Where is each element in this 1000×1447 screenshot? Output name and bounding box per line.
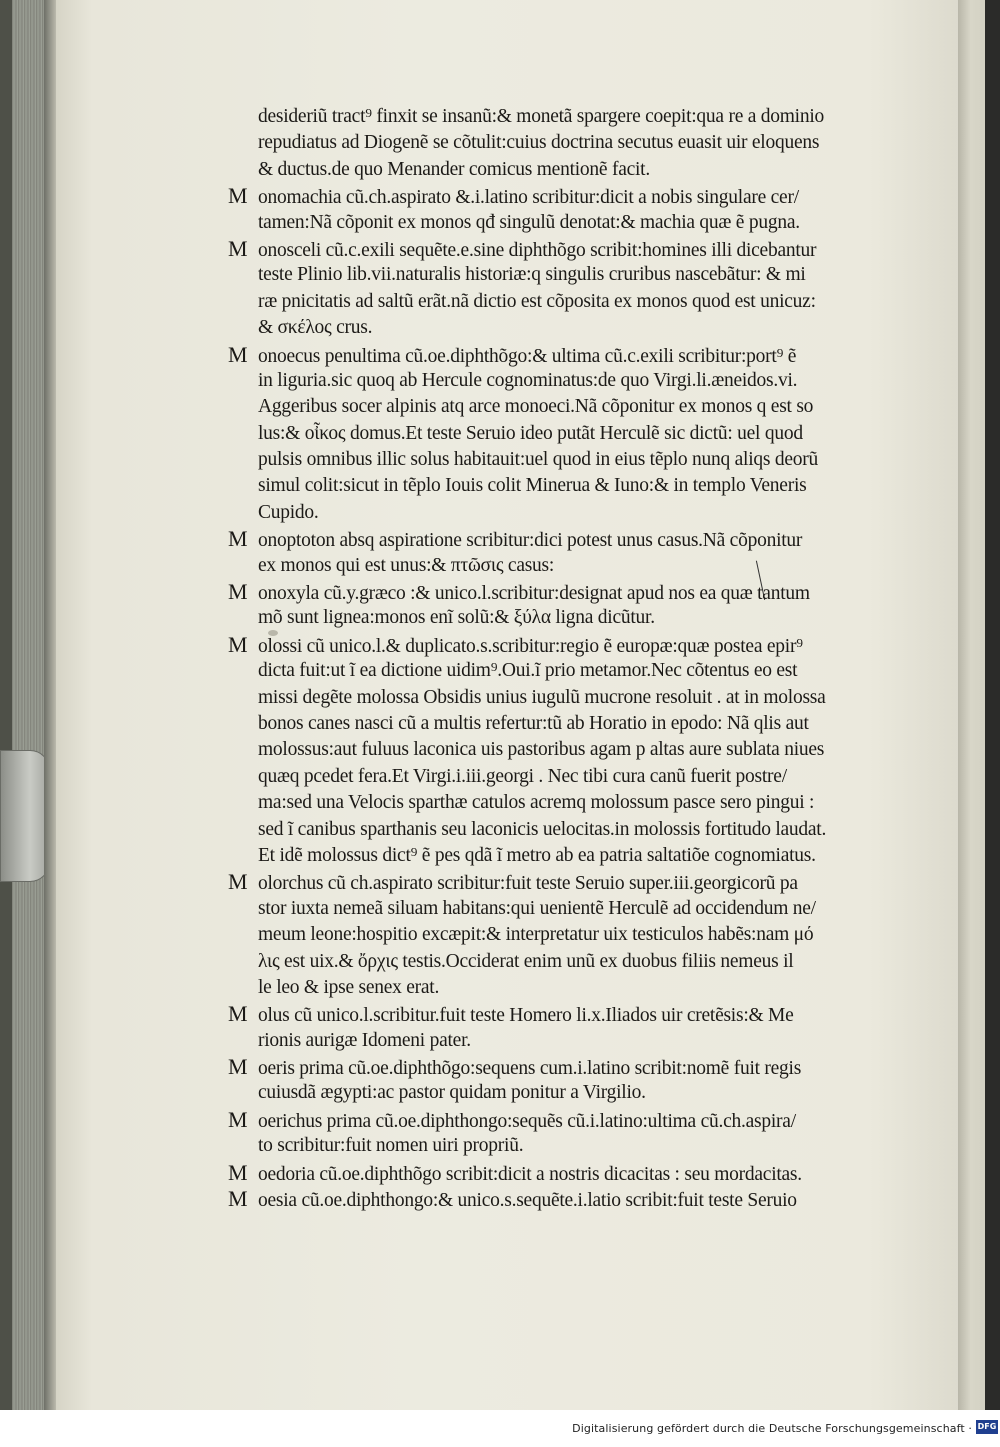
dfg-logo: DFG — [976, 1420, 998, 1434]
text-entry — [228, 1001, 928, 1054]
text-line: lus:& οἶκος domus.Et teste Seruio ideo putãt Herculẽ sic dictũ: uel quod — [258, 422, 803, 444]
line-text: olus cũ unico.l.scribitur.fuit teste Homero li.x.Iliados uir cretẽsis:& Me — [258, 1005, 794, 1027]
line-text: oerichus prima cũ.oe.diphthongo:sequẽs cũ.i.latino:ultima cũ.ch.aspira/ — [258, 1110, 796, 1132]
text-line: ræ pnicitatis ad saltũ erãt.nã dictio est cõposita ex monos quod est unicuz: — [258, 290, 816, 312]
text-line: Et idẽ molossus dict⁹ ẽ pes qdã ĩ metro ab ea patria saltatiõe cognomiatus. — [258, 844, 816, 866]
text-line: rionis aurigæ Idomeni pater. — [258, 1029, 471, 1051]
text-line — [228, 526, 928, 552]
text-line — [228, 1186, 928, 1212]
line-text: onoptoton absq aspiratione scribitur:dici potest unus casus.Nã cõponitur — [258, 530, 803, 552]
book-spine-shadow — [0, 0, 12, 1447]
entry-initial: M — [228, 869, 248, 895]
entry-initial: M — [228, 1159, 248, 1185]
line-text: onoecus penultima cũ.oe.diphthõgo:& ultima cũ.c.exili scribitur:port⁹ ẽ — [258, 345, 797, 367]
text-line: tamen:Nã cõponit ex monos qđ singulũ denotat:& machia quæ ẽ pugna. — [258, 211, 800, 233]
text-line — [228, 869, 928, 895]
entry-initial: M — [228, 235, 248, 261]
line-text: onomachia cũ.ch.aspirato &.i.latino scribitur:dicit a nobis singulare cer/ — [258, 187, 799, 209]
text-line: Cupido. — [258, 501, 319, 523]
entry-initial: M — [228, 1054, 248, 1080]
text-entry — [228, 579, 928, 632]
text-line: mõ sunt lignea:monos enĩ solũ:& ξύλα ligna dicũtur. — [258, 607, 655, 629]
right-shadow — [985, 0, 1000, 1410]
line-text: onosceli cũ.c.exili sequẽte.e.sine diphthõgo scribit:homines illi dicebantur — [258, 239, 817, 261]
line-text: oesia cũ.oe.diphthongo:& unico.s.sequẽte.i.latio scribit:fuit teste Seruio — [258, 1190, 797, 1212]
line-text: onoxyla cũ.y.græco :& unico.l.scribitur:designat apud nos ea quæ tantum — [258, 583, 810, 605]
text-line — [228, 1001, 928, 1027]
text-entry — [228, 236, 928, 342]
text-line: molossus:aut fuluus laconica uis pastoribus agam p altas aure sublata niues — [258, 739, 825, 761]
text-line — [228, 1160, 928, 1186]
text-entry — [228, 526, 928, 579]
text-line: sed ĩ canibus sparthanis seu laconicis uelocitas.in molossis fortitudo laudat. — [258, 818, 827, 840]
text-entry — [228, 1160, 928, 1186]
text-line: & σκέλος crus. — [258, 317, 373, 339]
text-entry — [228, 104, 928, 183]
text-line: missi degẽte molossa Obsidis unius iugulũ mucrone resoluit . at in molossa — [258, 686, 826, 708]
entry-initial: M — [228, 1106, 248, 1132]
text-line: simul colit:sicut in tẽplo Iouis colit Minerua & Iuno:& in templo Veneris — [258, 475, 807, 497]
entry-initial: M — [228, 526, 248, 552]
text-line: ma:sed una Velocis sparthæ catulos acremq molossum pasce sero pingui : — [258, 792, 815, 814]
text-entry — [228, 1186, 928, 1212]
text-entry — [228, 869, 928, 1001]
text-entry — [228, 342, 928, 527]
entry-initial: M — [228, 1186, 248, 1212]
document-text — [228, 104, 928, 1212]
text-line: meum leone:hospitio excæpit:& interpretatur uix testiculos habẽs:nam μό — [258, 924, 814, 946]
text-entry — [228, 1054, 928, 1107]
text-line: stor iuxta nemeã siluam habitans:qui uenientẽ Herculẽ ad occidendum ne/ — [258, 897, 816, 919]
text-line: cuiusdã ægypti:ac pastor quidam ponitur a Virgilio. — [258, 1082, 646, 1104]
text-line: le leo & ipse senex erat. — [258, 976, 440, 998]
entry-initial: M — [228, 631, 248, 657]
line-text: olorchus cũ ch.aspirato scribitur:fuit teste Seruio super.iii.georgicorũ pa — [258, 873, 798, 895]
text-line — [228, 1054, 928, 1080]
text-line — [228, 236, 928, 262]
text-line: ex monos qui est unus:& πτῶσις casus: — [258, 554, 555, 576]
text-line — [228, 1107, 928, 1133]
text-line: quæq pcedet fera.Et Virgi.i.iii.georgi . Nec tibi cura canũ fuerit postre/ — [258, 765, 787, 787]
text-line: teste Plinio lib.vii.naturalis historiæ:q singulis cruribus nascebãtur: & mi — [258, 264, 806, 286]
text-line: & ductus.de quo Menander comicus mentionẽ facit. — [258, 158, 650, 180]
page-clip — [0, 750, 50, 882]
text-line — [228, 183, 928, 209]
text-line: desideriũ tract⁹ finxit se insanũ:& monetã spargere coepit:qua re a dominio — [258, 106, 825, 127]
text-entry — [228, 632, 928, 870]
footer-credit: Digitalisierung gefördert durch die Deutsche Forschungsgemeinschaft · — [572, 1422, 972, 1435]
text-line: to scribitur:fuit nomen uiri propriũ. — [258, 1135, 524, 1157]
text-line: repudiatus ad Diogenẽ se cõtulit:cuius doctrina secutus euasit uir eloquens — [258, 132, 820, 154]
text-line — [228, 632, 928, 658]
text-line — [228, 579, 928, 605]
entry-initial: M — [228, 341, 248, 367]
entry-initial: M — [228, 579, 248, 605]
entry-initial: M — [228, 1001, 248, 1027]
text-line: bonos canes nasci cũ a multis refertur:tũ ab Horatio in epodo: Nã qlis aut — [258, 712, 809, 734]
text-line: in liguria.sic quoq ab Hercule cognominatus:de quo Virgi.li.æneidos.vi. — [258, 369, 798, 391]
text-line: dicta fuit:ut ĩ ea dictione uidim⁹.Oui.ĩ prio metamor.Nec cõtentus eo est — [258, 660, 798, 682]
line-text: oeris prima cũ.oe.diphthõgo:sequens cum.i.latino scribit:nomẽ fuit regis — [258, 1058, 802, 1080]
text-line: Aggeribus socer alpinis atq arce monoeci.Nã cõponitur ex monos q est so — [258, 396, 814, 418]
text-entry — [228, 183, 928, 236]
text-entry — [228, 1107, 928, 1160]
line-text: oedoria cũ.oe.diphthõgo scribit:dicit a nostris dicacitas : seu mordacitas. — [258, 1163, 802, 1185]
text-line: λις est uix.& ὄρχις testis.Occiderat enim unũ ex duobus filiis nemeus il — [258, 950, 794, 972]
entry-initial: M — [228, 183, 248, 209]
line-text: olossi cũ unico.l.& duplicato.s.scribitur:regio ẽ europæ:quæ postea epir⁹ — [258, 635, 803, 657]
text-line — [228, 342, 928, 368]
text-line: pulsis omnibus illic solus habitauit:uel quod in eius tẽplo nunq aliqs deorũ — [258, 449, 819, 471]
